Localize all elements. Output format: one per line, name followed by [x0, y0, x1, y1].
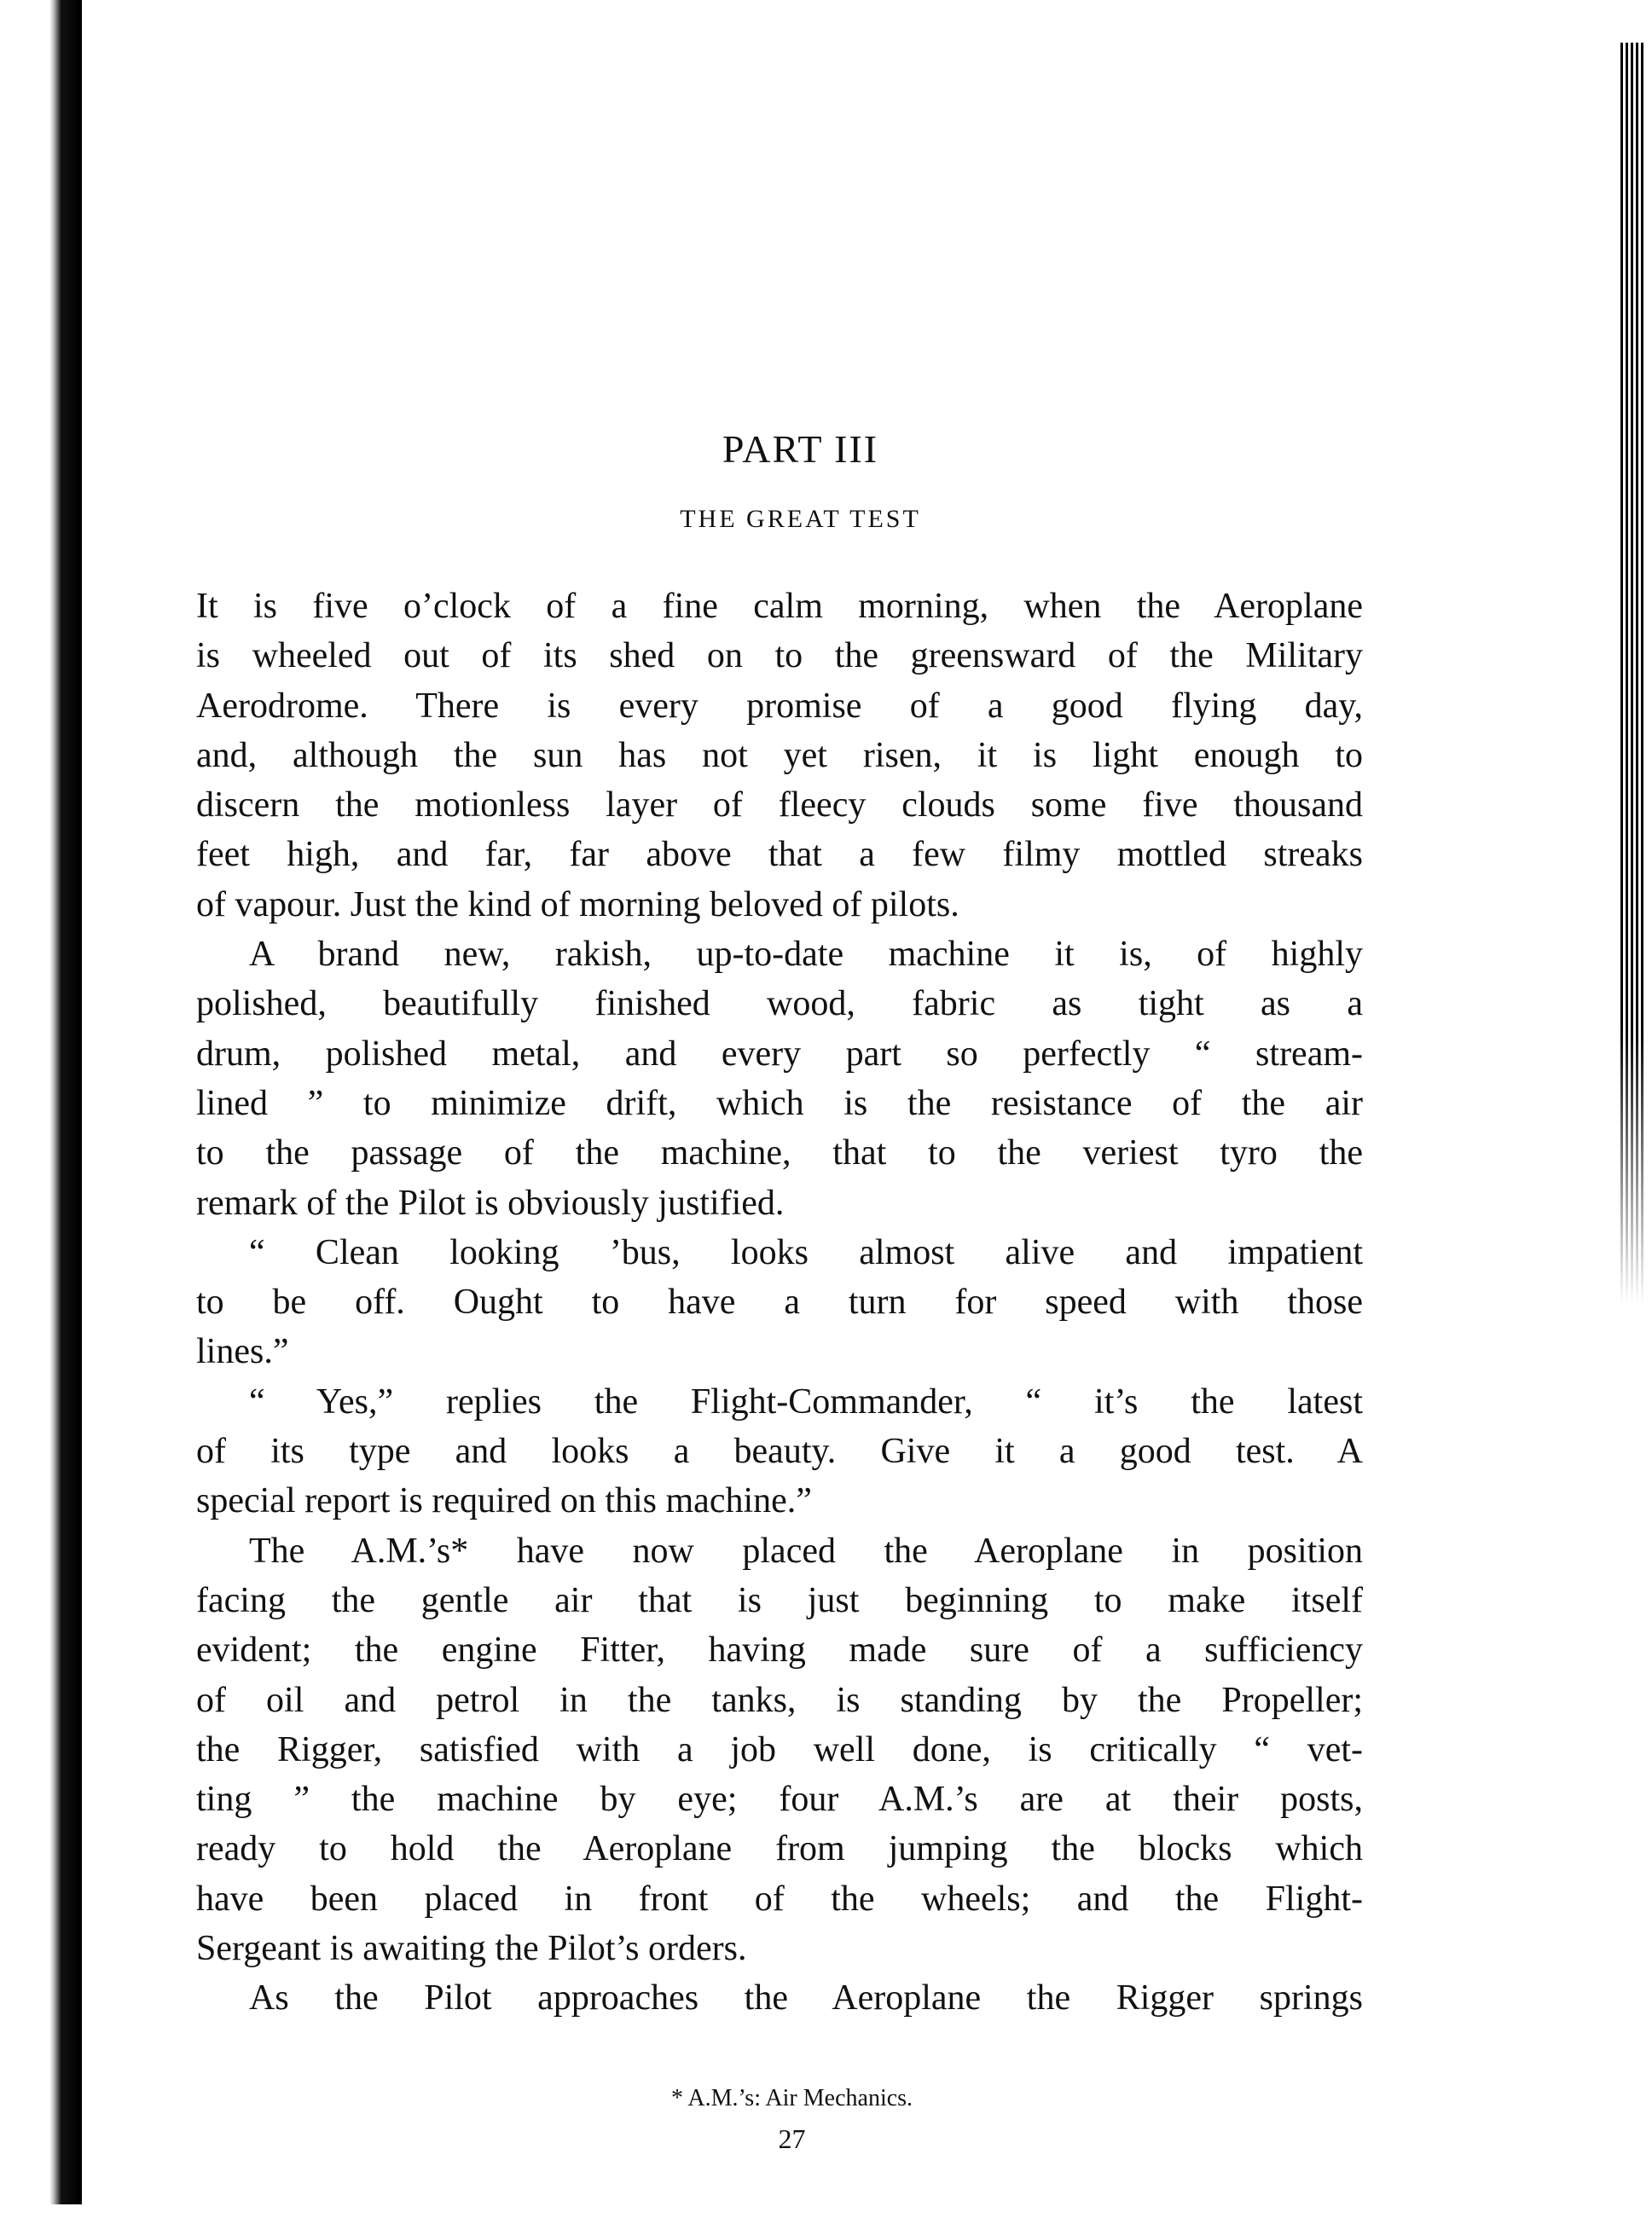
text-line: and, although the sun has not yet risen, it is light enough to	[196, 735, 1363, 775]
text-line: of its type and looks a beauty. Give it a good test. A	[196, 1432, 1363, 1472]
text-line: ting ” the machine by eye; four A.M.’s are at their posts,	[196, 1780, 1363, 1820]
text-line: As the Pilot approaches the Aeroplane the Rigger springs	[249, 1978, 1363, 2018]
text-line: lines.”	[196, 1332, 289, 1372]
body-text	[196, 582, 1363, 2024]
text-line: polished, beautifully finished wood, fabric as tight as a	[196, 984, 1363, 1024]
text-line: special report is required on this machine.”	[196, 1481, 812, 1521]
text-line: discern the motionless layer of fleecy clouds some five thousand	[196, 785, 1363, 825]
text-line: It is five o’clock of a fine calm morning, when the Aeroplane	[196, 587, 1363, 626]
text-line: “ Clean looking ’bus, looks almost alive and impatient	[249, 1232, 1363, 1272]
text-line: of vapour. Just the kind of morning beloved of pilots.	[196, 884, 959, 924]
text-line: A brand new, rakish, up-to-date machine it is, of highly	[249, 935, 1363, 975]
text-line: of oil and petrol in the tanks, is standing by the Propeller;	[196, 1680, 1363, 1720]
text-line: the Rigger, satisfied with a job well done, is critically “ vet-	[196, 1729, 1363, 1769]
text-line: “ Yes,” replies the Flight-Commander, “ it’s the latest	[249, 1381, 1363, 1422]
text-line: lined ” to minimize drift, which is the resistance of the air	[196, 1083, 1363, 1123]
text-line: have been placed in front of the wheels; and the Flight-	[196, 1879, 1363, 1919]
chapter-title: THE GREAT TEST	[680, 505, 921, 533]
text-line: to be off. Ought to have a turn for speed with those	[196, 1283, 1363, 1323]
page-number: 27	[778, 2123, 806, 2154]
text-line: The A.M.’s* have now placed the Aeroplane in position	[249, 1531, 1363, 1571]
part-heading: PART III	[722, 427, 879, 471]
text-line: drum, polished metal, and every part so perfectly “ stream-	[196, 1034, 1363, 1074]
text-line: evident; the engine Fitter, having made sure of a sufficiency	[196, 1630, 1363, 1671]
page-edge-line	[78, 0, 82, 2204]
page-binding-shadow	[49, 0, 78, 2204]
text-line: Sergeant is awaiting the Pilot’s orders.	[196, 1929, 747, 1969]
text-line: remark of the Pilot is obviously justified.	[196, 1183, 785, 1223]
text-line: is wheeled out of its shed on to the greensward of the Military	[196, 636, 1363, 676]
text-line: to the passage of the machine, that to the veriest tyro the	[196, 1133, 1363, 1173]
right-page-edge-fade	[1620, 1023, 1646, 1305]
text-line: ready to hold the Aeroplane from jumping the blocks which	[196, 1829, 1363, 1869]
footnote: * A.M.’s: Air Mechanics.	[670, 2085, 913, 2111]
text-line: facing the gentle air that is just beginning to make itself	[196, 1580, 1363, 1620]
text-line: Aerodrome. There is every promise of a good flying day,	[196, 686, 1363, 726]
text-line: feet high, and far, far above that a few filmy mottled streaks	[196, 835, 1363, 875]
